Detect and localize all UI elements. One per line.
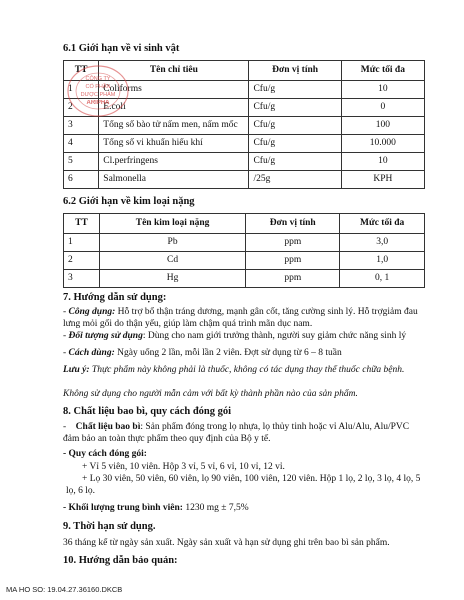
- cell-max: 10: [341, 153, 424, 171]
- cell-name: Salmonella: [99, 171, 249, 189]
- cell-tt: 5: [64, 153, 99, 171]
- cell-tt: 4: [64, 135, 99, 153]
- cell-unit: Cfu/g: [249, 117, 341, 135]
- header-cell: TT: [64, 214, 100, 234]
- header-cell: TT: [64, 61, 99, 81]
- material-text: : Sản phẩm đóng trong lọ nhựa, lọ thủy tinh hoặc vỉ Alu/Alu, Alu/PVC đảm bảo an toàn thực phẩm theo quy định của Bộ y tế.: [63, 422, 410, 444]
- cell-unit: ppm: [246, 234, 340, 252]
- cell-max: 1,0: [340, 252, 425, 270]
- packing-line-2: + Lọ 30 viên, 50 viên, 60 viên, lọ 90 viên, 100 viên, 120 viên. Hộp 1 lọ, 2 lọ, 3 lọ, 4 lọ, 5 lọ, 6 lọ.: [66, 474, 421, 496]
- weight-line: [63, 503, 249, 513]
- cell-name: Coliforms: [99, 81, 249, 99]
- cell-name: Tổng số bào tử nấm men, nấm mốc: [99, 117, 249, 135]
- note-paragraph: [63, 365, 423, 377]
- section-8-title: 8. Chất liệu bao bì, quy cách đóng gói: [63, 406, 232, 417]
- microbiology-table: [63, 60, 425, 189]
- cell-max: 100: [341, 117, 424, 135]
- cell-name: Hg: [99, 270, 245, 288]
- note-label: Lưu ý:: [63, 365, 90, 375]
- packing-line-1: + Vỉ 5 viên, 10 viên. Hộp 3 vỉ, 5 vỉ, 6 vỉ, 10 vỉ, 12 vỉ.: [82, 462, 285, 472]
- cell-tt: 3: [64, 117, 99, 135]
- table-row: [64, 135, 425, 153]
- header-cell: Mức tối đa: [341, 61, 424, 81]
- note-text: Thực phẩm này không phải là thuốc, không có tác dụng thay thế thuốc chữa bệnh.: [89, 365, 405, 375]
- cell-max: 10.000: [341, 135, 424, 153]
- section-6-1-title: 6.1 Giới hạn về vi sinh vật: [63, 43, 180, 54]
- heavy-metals-table: [63, 213, 425, 288]
- table-row: [64, 81, 425, 99]
- table-header-row: [64, 214, 425, 234]
- target-text: : Dùng cho nam giới trưởng thành, người suy giảm chức năng sinh lý: [142, 331, 407, 341]
- stamp-line-1: CÔNG TY: [85, 76, 111, 82]
- table-row: [64, 252, 425, 270]
- header-cell: Tên chỉ tiêu: [99, 61, 249, 81]
- stamp-line-3: DƯỢC PHẨM: [80, 92, 116, 98]
- uses-text: Hỗ trợ bổ thận tráng dương, mạnh gân cốt, tăng cường sinh lý. Hỗ trợgiảm đau lưng mỏi gối do thận yếu, giúp làm chậm quá trình mãn dục nam.: [63, 307, 418, 329]
- table-row: [64, 117, 425, 135]
- cell-unit: Cfu/g: [249, 135, 341, 153]
- note-paragraph-2: Không sử dụng cho người mẫn cảm với bất kỳ thành phần nào của sản phẩm.: [63, 389, 358, 399]
- dose-text: Ngày uống 2 lần, mỗi lần 2 viên. Đợt sử dụng từ 6 – 8 tuần: [114, 348, 342, 358]
- cell-tt: 1: [64, 234, 100, 252]
- header-cell: Đơn vị tính: [246, 214, 340, 234]
- dose-label: Cách dùng:: [68, 348, 115, 358]
- uses-paragraph: - Công dụng: Hỗ trợ bổ thận tráng dương, mạnh gân cốt, tăng cường sinh lý. Hỗ trợgiảm đau lưng mỏi gối do thận yếu, giúp làm chậm quá trình mãn dục nam.: [63, 307, 418, 329]
- cell-tt: 6: [64, 171, 99, 189]
- material-paragraph: - Chất liệu bao bì: Sản phẩm đóng trong lọ nhựa, lọ thủy tinh hoặc vỉ Alu/Alu, Alu/PVC đảm bảo an toàn thực phẩm theo quy định của Bộ y tế.: [63, 422, 410, 444]
- cell-unit: ppm: [246, 252, 340, 270]
- file-code-footer: MA HO SO: 19.04.27.36160.DKCB: [6, 585, 123, 594]
- cell-tt: 2: [64, 99, 99, 117]
- cell-tt: 1: [64, 81, 99, 99]
- target-label: Đối tượng sử dụng: [68, 331, 143, 341]
- cell-unit: /25g: [249, 171, 341, 189]
- weight-label: - Khối lượng trung bình viên:: [63, 503, 183, 513]
- weight-text: 1230 mg ± 7,5%: [182, 503, 249, 513]
- cell-unit: Cfu/g: [249, 99, 341, 117]
- header-cell: Mức tối đa: [340, 214, 425, 234]
- table-row: [64, 153, 425, 171]
- header-cell: Đơn vị tính: [249, 61, 341, 81]
- section-10-title: 10. Hướng dẫn bảo quản:: [63, 555, 178, 566]
- material-label: Chất liệu bao bì: [75, 422, 141, 432]
- cell-max: 0: [341, 99, 424, 117]
- section-9-title: 9. Thời hạn sử dụng.: [63, 521, 156, 532]
- cell-tt: 3: [64, 270, 100, 288]
- packing-label: - Quy cách đóng gói:: [63, 449, 147, 459]
- table-row: [64, 270, 425, 288]
- table-header-row: [64, 61, 425, 81]
- cell-name: Cl.perfringens: [99, 153, 249, 171]
- cell-name: E.coli: [99, 99, 249, 117]
- cell-max: 10: [341, 81, 424, 99]
- cell-unit: ppm: [246, 270, 340, 288]
- cell-unit: Cfu/g: [249, 153, 341, 171]
- stamp-line-2: CỔ PHẦN: [85, 84, 111, 90]
- cell-max: 3,0: [340, 234, 425, 252]
- dose-paragraph: - Cách dùng: Ngày uống 2 lần, mỗi lần 2 viên. Đợt sử dụng từ 6 – 8 tuần: [63, 348, 342, 358]
- cell-unit: Cfu/g: [249, 81, 341, 99]
- cell-max: KPH: [341, 171, 424, 189]
- target-paragraph: - Đối tượng sử dụng: Dùng cho nam giới trưởng thành, người suy giảm chức năng sinh lý: [63, 331, 407, 341]
- uses-label: Công dụng:: [68, 307, 116, 317]
- table-row: [64, 171, 425, 189]
- stamp-line-4: ARIPHA: [86, 100, 110, 106]
- cell-name: Cd: [99, 252, 245, 270]
- cell-tt: 2: [64, 252, 100, 270]
- cell-name: Tổng số vi khuẩn hiếu khí: [99, 135, 249, 153]
- cell-name: Pb: [99, 234, 245, 252]
- table-row: [64, 99, 425, 117]
- table-row: [64, 234, 425, 252]
- shelf-life-text: 36 tháng kể từ ngày sản xuất. Ngày sản xuất và hạn sử dụng ghi trên bao bì sản phẩm.: [63, 538, 390, 548]
- section-7-title: 7. Hướng dẫn sử dụng:: [63, 292, 167, 303]
- section-6-2-title: 6.2 Giới hạn về kim loại nặng: [63, 196, 195, 207]
- cell-max: 0, 1: [340, 270, 425, 288]
- header-cell: Tên kim loại nặng: [99, 214, 245, 234]
